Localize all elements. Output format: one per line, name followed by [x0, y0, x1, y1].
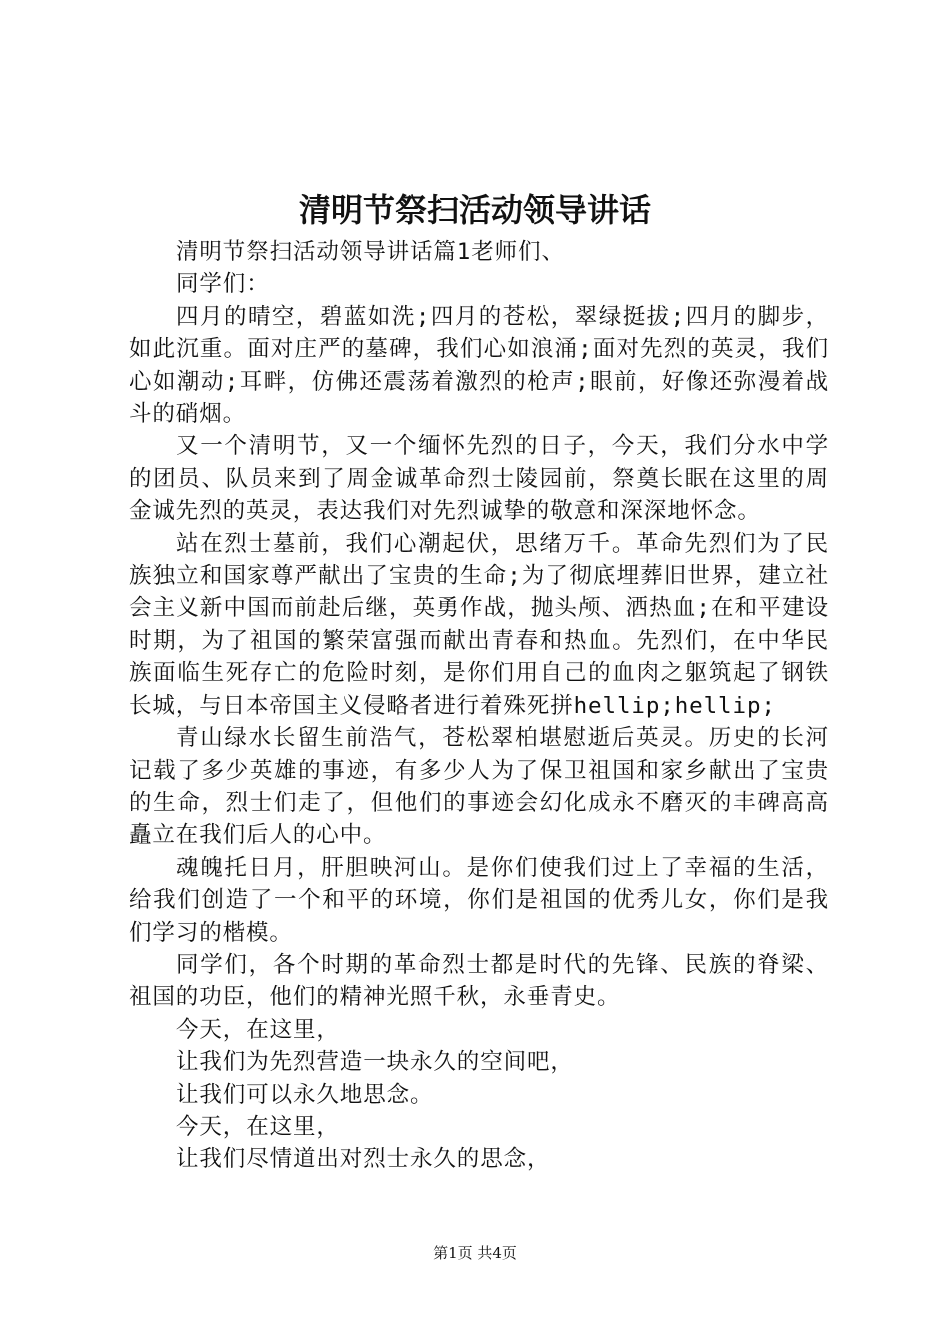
- paragraph-line: 让我们尽情道出对烈士永久的思念，: [176, 1146, 551, 1173]
- paragraph-salutation: 同学们：: [176, 271, 270, 298]
- page-footer: [0, 1242, 950, 1264]
- paragraph: 又一个清明节，又一个缅怀先烈的日子，今天，我们分水中学的团员、队员来到了周金诚革命烈士陵园前，祭奠长眠在这里的周金诚先烈的英灵，表达我们对先烈诚挚的敬意和深深地怀念。: [129, 433, 829, 525]
- paragraph-line: 今天，在这里，: [176, 1016, 340, 1043]
- paragraph-line: 让我们可以永久地思念。: [176, 1081, 434, 1108]
- paragraph-line: 让我们为先烈营造一块永久的空间吧，: [176, 1049, 574, 1076]
- paragraph-line: 今天，在这里，: [176, 1113, 340, 1140]
- paragraph-heading-line: 清明节祭扫活动领导讲话篇1老师们、: [176, 239, 565, 265]
- paragraph: 魂魄托日月，肝胆映河山。是你们使我们过上了幸福的生活，给我们创造了一个和平的环境，你们是祖国的优秀儿女，你们是我们学习的楷模。: [129, 854, 829, 946]
- paragraph: 同学们，各个时期的革命烈士都是时代的先锋、民族的脊梁、祖国的功臣，他们的精神光照千秋，永垂青史。: [129, 951, 829, 1011]
- document-body: [129, 236, 829, 1176]
- paragraph: 青山绿水长留生前浩气，苍松翠柏堪慰逝后英灵。历史的长河记载了多少英雄的事迹，有多少人为了保卫祖国和家乡献出了宝贵的生命，烈士们走了，但他们的事迹会幻化成永不磨灭的丰碑高高矗立在我们后人的心中。: [129, 725, 829, 849]
- document-title: 清明节祭扫活动领导讲话: [298, 191, 651, 229]
- paragraph: 站在烈士墓前，我们心潮起伏，思绪万千。革命先烈们为了民族独立和国家尊严献出了宝贵的生命;为了彻底埋葬旧世界，建立社会主义新中国而前赴后继，英勇作战，抛头颅、洒热血;在和平建设时期，为了祖国的繁荣富强而献出青春和热血。先烈们，在中华民族面临生死存亡的危险时刻，是你们用自己的血肉之躯筑起了钢铁长城，与日本帝国主义侵略者进行着殊死拼hellip;hellip;: [129, 530, 829, 719]
- paragraph: 四月的晴空，碧蓝如洗;四月的苍松，翠绿挺拔;四月的脚步，如此沉重。面对庄严的墓碑，我们心如浪涌;面对先烈的英灵，我们心如潮动;耳畔，仿佛还震荡着激烈的枪声;眼前，好像还弥漫着战斗的硝烟。: [129, 303, 829, 428]
- page-indicator: 第1页 共4页: [433, 1244, 517, 1262]
